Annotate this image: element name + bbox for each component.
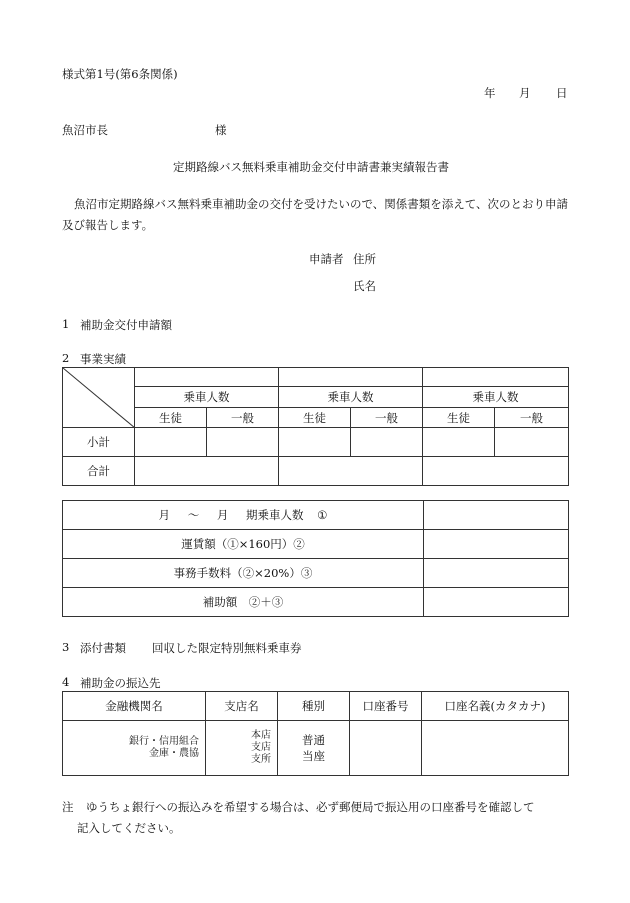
subtotal-cell[interactable] (279, 428, 351, 457)
form-number: 様式第1号(第6条関係) (62, 67, 178, 81)
section3-number: 3 (62, 640, 70, 654)
total-cell[interactable] (279, 457, 423, 486)
date-day: 日 (556, 86, 568, 100)
branch-main: 本店 (251, 730, 271, 741)
section3-label: 添付書類 (80, 641, 126, 655)
general-header-2: 一般 (351, 408, 423, 428)
section3-content: 回収した限定特別無料乗車券 (152, 641, 302, 655)
bank-institution-cell[interactable] (63, 721, 206, 776)
subtotal-cell[interactable] (207, 428, 279, 457)
account-type-current: 当座 (302, 749, 325, 763)
period-cell-2[interactable] (279, 368, 423, 387)
date-year: 年 (484, 86, 496, 100)
section4-label: 補助金の振込先 (80, 676, 161, 690)
branch-branch: 支店 (251, 742, 271, 753)
calc-month-start: 月 (158, 508, 171, 522)
document-title: 定期路線バス無料乗車補助金交付申請書兼実績報告書 (173, 160, 449, 174)
applicant-label: 申請者 (309, 252, 344, 266)
section1-number: 1 (62, 317, 70, 331)
subtotal-cell[interactable] (423, 428, 495, 457)
bank-table (62, 691, 569, 776)
period-cell-1[interactable] (135, 368, 279, 387)
note-label: 注 (62, 800, 74, 814)
total-cell[interactable] (423, 457, 569, 486)
addressee-honorific: 様 (215, 123, 227, 137)
account-name-cell[interactable] (422, 721, 569, 776)
calc-label-fee: 事務手数料（②×20%）③ (63, 559, 424, 588)
account-type-ordinary: 普通 (302, 733, 325, 747)
calc-value-fare[interactable] (424, 530, 569, 559)
note-line-1: ゆうちょ銀行への振込みを希望する場合は、必ず郵便局で振込用の口座番号を確認して (86, 800, 535, 814)
applicant-name-label: 氏名 (353, 279, 376, 293)
calc-label-riders (63, 501, 424, 530)
subtotal-cell[interactable] (135, 428, 207, 457)
row-label-subtotal: 小計 (63, 428, 135, 457)
riders-header-2: 乗車人数 (279, 387, 423, 408)
calc-tilde: ～ (187, 508, 200, 522)
calc-riders-text: 期乗車人数 (246, 508, 304, 522)
bank-type-line-2: 金庫・農協 (149, 748, 199, 759)
bank-header-account-number: 口座番号 (350, 692, 422, 721)
general-header-1: 一般 (207, 408, 279, 428)
subtotal-cell[interactable] (351, 428, 423, 457)
calc-value-riders[interactable] (424, 501, 569, 530)
calc-label-subsidy: 補助額 ②＋③ (63, 588, 424, 617)
riders-header-1: 乗車人数 (135, 387, 279, 408)
diagonal-line (63, 368, 135, 428)
bank-header-type: 種別 (278, 692, 350, 721)
calc-month-end: 月 (216, 508, 229, 522)
bank-header-branch: 支店名 (206, 692, 278, 721)
addressee-name: 魚沼市長 (62, 123, 108, 137)
section2-number: 2 (62, 351, 70, 365)
intro-paragraph: 魚沼市定期路線バス無料乗車補助金の交付を受けたいので、関係書類を添えて、次のとおり申請及び報告します。 (62, 197, 569, 232)
general-header-3: 一般 (495, 408, 569, 428)
student-header-2: 生徒 (279, 408, 351, 428)
account-number-cell[interactable] (350, 721, 422, 776)
results-table (62, 367, 569, 486)
bank-header-account-name: 口座名義(カタカナ) (422, 692, 569, 721)
calc-value-subsidy[interactable] (424, 588, 569, 617)
student-header-3: 生徒 (423, 408, 495, 428)
section4-number: 4 (62, 675, 70, 689)
bank-header-institution: 金融機関名 (63, 692, 206, 721)
calc-riders-num: ① (317, 508, 328, 522)
calc-value-fee[interactable] (424, 559, 569, 588)
applicant-address-label: 住所 (353, 252, 376, 266)
section2-label: 事業実績 (80, 352, 126, 366)
note-line-2: 記入してください。 (77, 821, 181, 835)
bank-type-line-1: 銀行・信用組合 (129, 736, 199, 747)
total-cell[interactable] (135, 457, 279, 486)
calc-label-fare: 運賃額（①×160円）② (63, 530, 424, 559)
section1-label: 補助金交付申請額 (80, 318, 172, 332)
subtotal-cell[interactable] (495, 428, 569, 457)
student-header-1: 生徒 (135, 408, 207, 428)
period-cell-3[interactable] (423, 368, 569, 387)
bank-branch-cell[interactable] (206, 721, 278, 776)
bank-type-cell[interactable] (278, 721, 350, 776)
calculation-table (62, 500, 569, 617)
date-month: 月 (519, 86, 531, 100)
branch-sub: 支所 (251, 754, 271, 765)
row-label-total: 合計 (63, 457, 135, 486)
riders-header-3: 乗車人数 (423, 387, 569, 408)
diagonal-header-cell (63, 368, 135, 428)
